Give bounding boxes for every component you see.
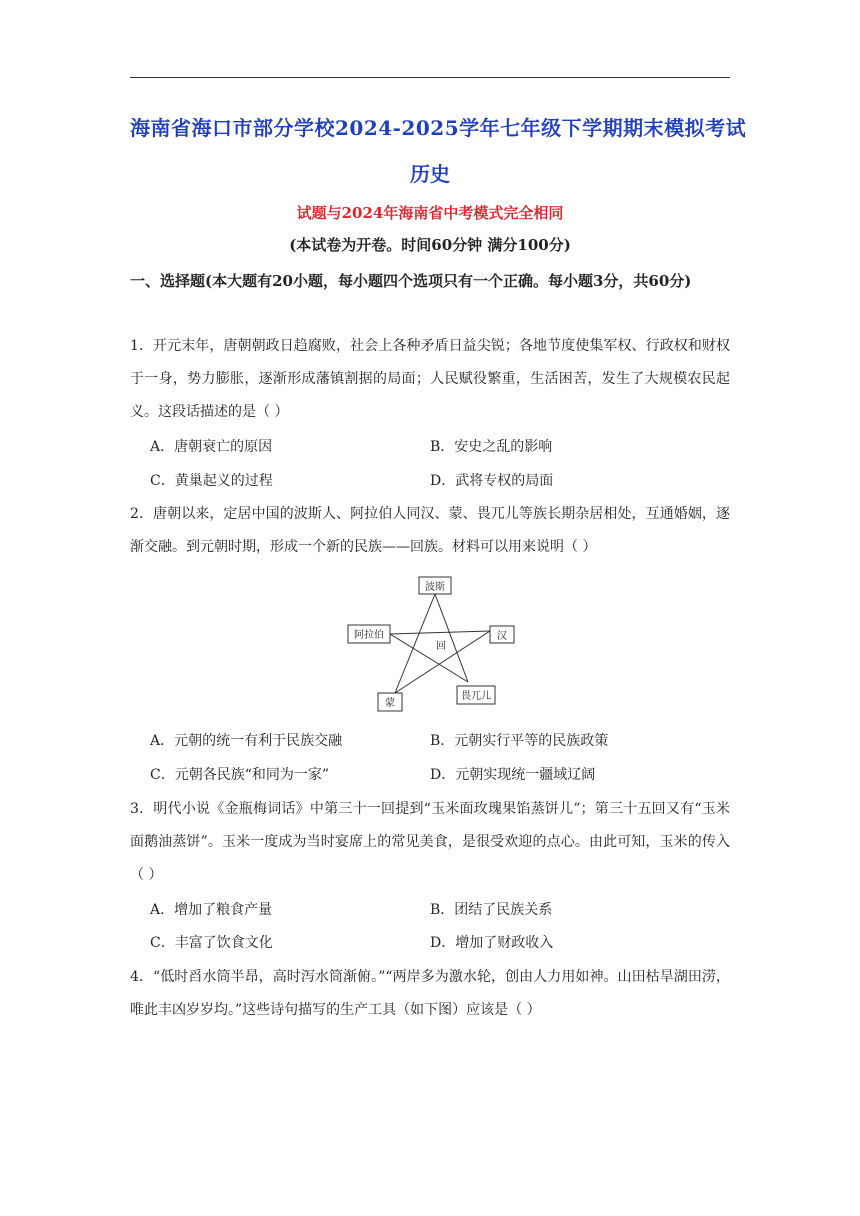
question-1-option-d[interactable]: D．武将专权的局面 bbox=[430, 473, 554, 489]
exam-note: (本试卷为开卷。时间60分钟 满分100分) bbox=[289, 236, 571, 254]
question-4-stem: 4．“低时舀水筒半昂，高时泻水筒渐俯。”“两岸多为激水轮，创由人力用如神。山田枯旱湖田涝，唯此丰凶岁岁均。”这些诗句描写的生产工具（如下图）应该是（ ） bbox=[130, 969, 730, 1018]
question-3-option-c[interactable]: C．丰富了饮食文化 bbox=[150, 935, 273, 951]
question-2-option-b[interactable]: B．元朝实行平等的民族政策 bbox=[430, 733, 609, 749]
question-1-option-a[interactable]: A．唐朝衰亡的原因 bbox=[150, 439, 273, 455]
question-3-option-b[interactable]: B．团结了民族关系 bbox=[430, 902, 553, 918]
question-1-option-b[interactable]: B．安史之乱的影响 bbox=[430, 439, 553, 455]
label-uyghur: 畏兀儿 bbox=[461, 691, 491, 702]
label-hui: 回 bbox=[436, 641, 446, 652]
question-2-option-a[interactable]: A．元朝的统一有利于民族交融 bbox=[150, 733, 343, 749]
exam-title: 海南省海口市部分学校2024-2025学年七年级下学期期末模拟考试 bbox=[130, 116, 747, 140]
question-1-option-c[interactable]: C．黄巢起义的过程 bbox=[150, 473, 273, 489]
section-heading: 一、选择题(本大题有20小题，每小题四个选项只有一个正确。每小题3分，共60分) bbox=[130, 272, 692, 290]
question-3-option-d[interactable]: D．增加了财政收入 bbox=[430, 935, 554, 951]
question-2-option-c[interactable]: C．元朝各民族“和同为一家” bbox=[150, 767, 330, 783]
question-3-stem: 3．明代小说《金瓶梅词话》中第三十一回提到“玉米面玫瑰果馅蒸饼儿”；第三十五回又有“玉米面鹅油蒸饼”。玉米一度成为当时宴席上的常见美食，是很受欢迎的点心。由此可知，玉米的传入（ ） bbox=[130, 801, 730, 883]
question-2-option-d[interactable]: D．元朝实现统一疆域辽阔 bbox=[430, 767, 596, 783]
ethnic-fusion-diagram bbox=[340, 572, 520, 717]
label-han: 汉 bbox=[497, 631, 507, 642]
question-3-option-a[interactable]: A．增加了粮食产量 bbox=[150, 902, 273, 918]
header-rule bbox=[130, 77, 730, 78]
label-mongol: 蒙 bbox=[385, 698, 395, 709]
label-arab: 阿拉伯 bbox=[354, 630, 384, 641]
question-2-stem: 2．唐朝以来，定居中国的波斯人、阿拉伯人同汉、蒙、畏兀儿等族长期杂居相处，互通婚姻，逐渐交融。到元朝时期，形成一个新的民族——回族。材料可以用来说明（ ） bbox=[130, 506, 730, 555]
subject-title: 历史 bbox=[410, 162, 450, 186]
question-1-stem: 1．开元末年，唐朝朝政日趋腐败，社会上各种矛盾日益尖锐；各地节度使集军权、行政权和财权于一身，势力膨胀，逐渐形成藩镇割据的局面；人民赋役繁重，生活困苦，发生了大规模农民起义。这段话描述的是（ ） bbox=[130, 338, 730, 420]
exam-subtitle: 试题与2024年海南省中考模式完全相同 bbox=[296, 204, 564, 222]
label-persian: 波斯 bbox=[425, 582, 445, 593]
